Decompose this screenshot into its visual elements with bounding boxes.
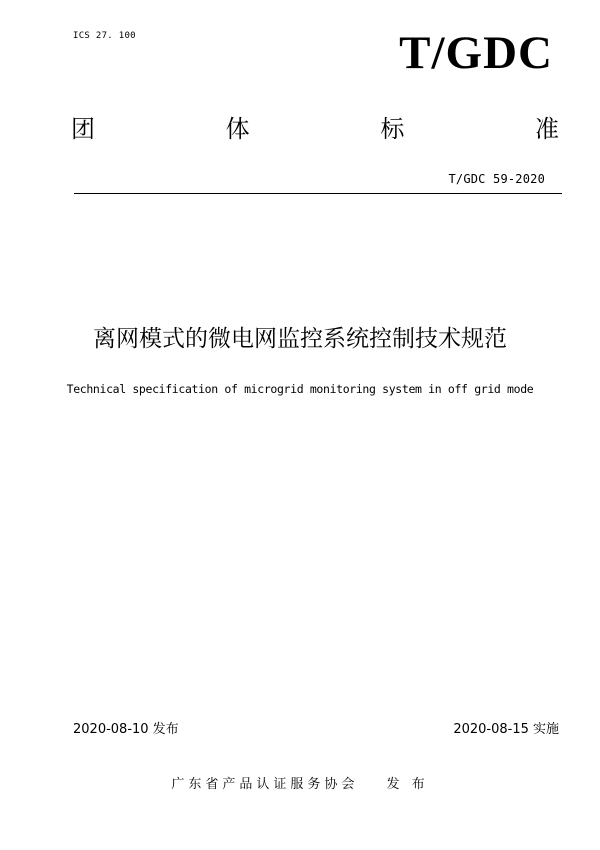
standard-type-heading — [71, 117, 559, 141]
publisher-line — [0, 773, 600, 792]
publisher-organization: 广东省产品认证服务协会 — [171, 777, 359, 792]
standard-type-char: 体 — [225, 115, 250, 143]
publish-date: 2020-08-10 发布 — [73, 722, 179, 737]
standard-logo: T/GDC — [399, 27, 553, 79]
standard-type-char: 标 — [380, 115, 405, 143]
standard-type-char: 准 — [534, 115, 559, 143]
standard-number: T/GDC 59-2020 — [448, 172, 545, 186]
standard-type-char: 团 — [71, 115, 95, 143]
document-title-english: Technical specification of microgrid monitoring system in off grid mode — [66, 382, 534, 396]
publisher-action: 发 布 — [386, 777, 429, 792]
implementation-date: 2020-08-15 实施 — [453, 722, 559, 737]
ics-code: ICS 27. 100 — [73, 31, 136, 41]
header-divider — [74, 193, 562, 194]
document-title-chinese: 离网模式的微电网监控系统控制技术规范 — [93, 326, 507, 352]
